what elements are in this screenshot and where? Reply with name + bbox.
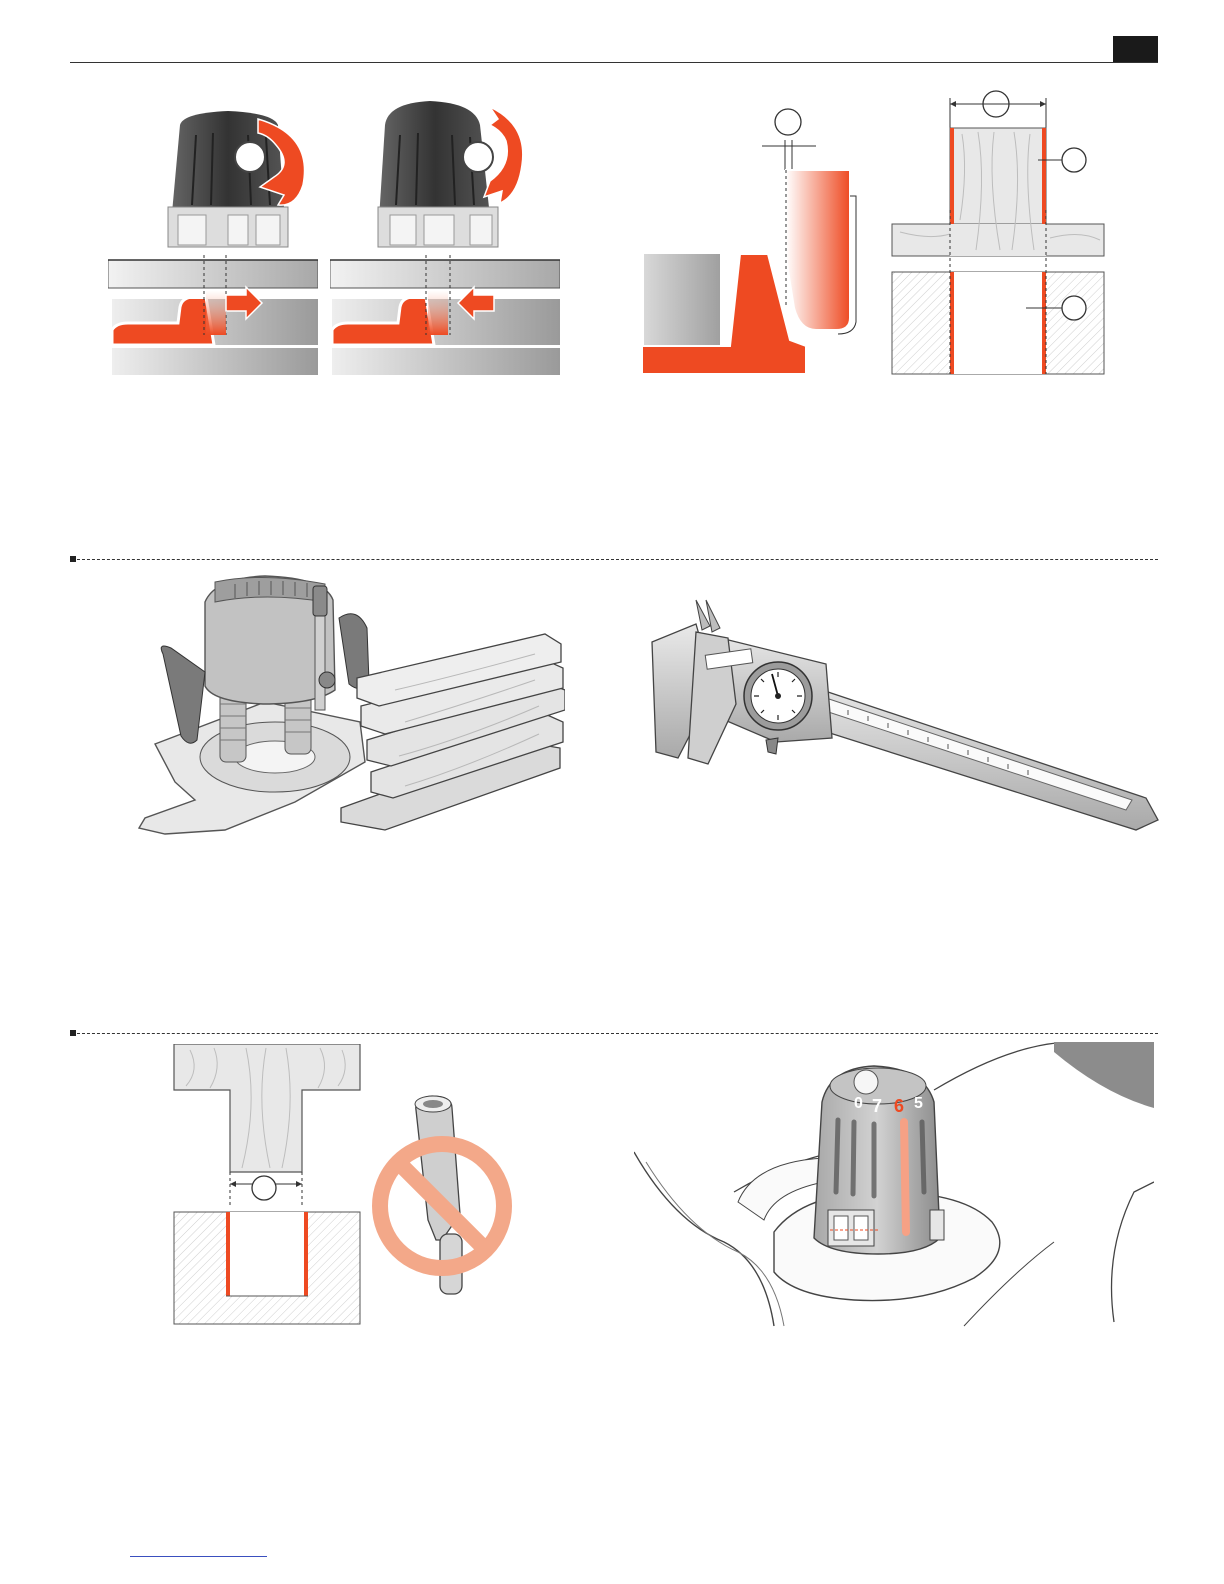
figure-knob-turn-clockwise	[108, 95, 318, 377]
figure-tenon-mortise-dimension	[890, 90, 1110, 376]
callout-circle	[1062, 148, 1086, 172]
knob-center-button	[235, 142, 265, 172]
section-divider-marker	[70, 556, 76, 562]
header-rule	[70, 62, 1158, 63]
section-divider	[72, 1033, 1158, 1034]
figure-knob-turn-counterclockwise	[330, 95, 560, 377]
figure-depth-knob-dial	[634, 1042, 1154, 1328]
dial-digit: 7	[872, 1096, 883, 1116]
figure-offset-profile	[640, 108, 860, 376]
dial-digit-highlight: 6	[894, 1096, 905, 1116]
dial-digit: 0	[854, 1095, 863, 1112]
figure-tenon-mortise-check	[170, 1044, 530, 1326]
section-divider-marker	[70, 1030, 76, 1036]
knob-center-button	[463, 142, 493, 172]
section-divider	[72, 559, 1158, 560]
callout-circle	[775, 109, 801, 135]
callout-circle	[252, 1176, 276, 1200]
figure-router-and-boards	[135, 572, 565, 858]
figure-dial-caliper	[636, 592, 1160, 846]
dial-digit: 5	[914, 1095, 923, 1112]
footnote-rule	[130, 1556, 267, 1557]
callout-circle	[1062, 296, 1086, 320]
page-number-tab	[1113, 36, 1158, 62]
